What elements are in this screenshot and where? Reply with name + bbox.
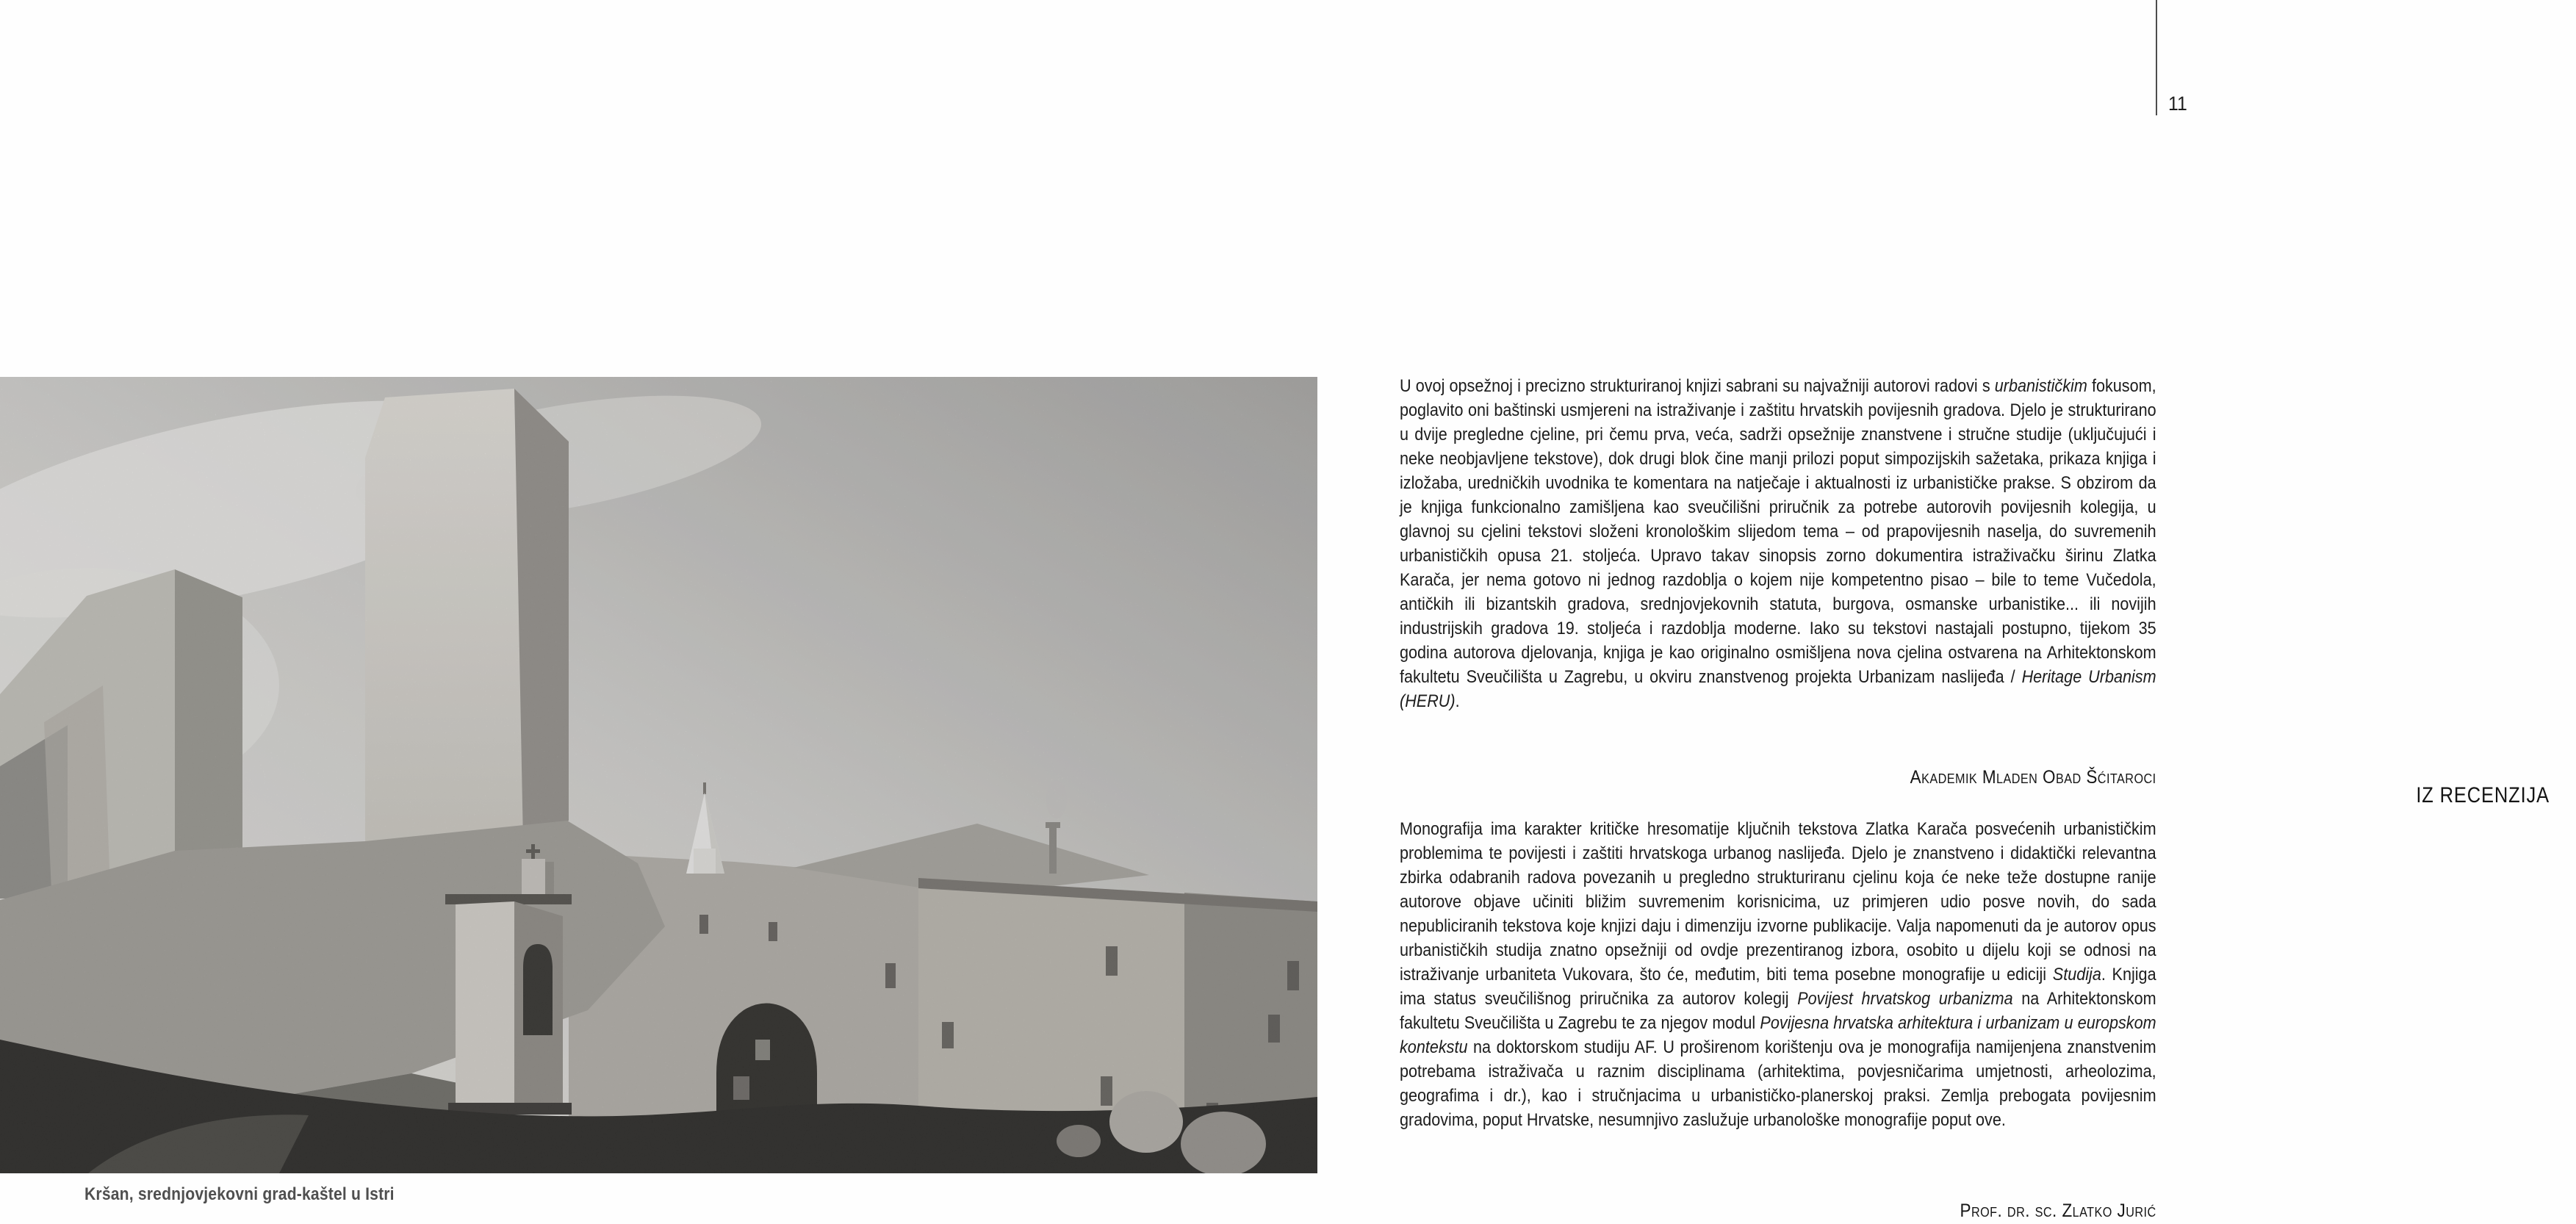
film-grain-light <box>0 377 1317 1173</box>
photo-caption: Kršan, srednjovjekovni grad-kaštel u Istri <box>84 1184 395 1204</box>
castle-photo-illustration <box>0 377 1317 1173</box>
review-paragraph-1: U ovoj opsežnoj i precizno strukturiranoj knjizi sabrani su najvažniji autorovi radovi s urbanističkim fokusom, poglavito oni baštinski usmjereni na istraživanje i zaštitu hrvatskih povijesnih gradova. Djelo je strukturirano u dvije pregledne cjeline, pri čemu prva, veća, sadrži opsežnije znanstvene i stručne studije (uključujući i neke neobjavljene tekstove), dok drugi blok čine manji prilozi poput simpozijskih sažetaka, prikaza knjiga i izložaba, uredničkih uvodnika te komentara na natječaje i aktualnosti iz urbanističke prakse. S obzirom da je knjiga funkcionalno zamišljena kao sveučilišni priručnik za potrebe autorovih povijesnih kolegija, u glavnoj su cjelini tekstovi složeni kronološkim slijedom tema – od prapovijesnih naselja, do suvremenih urbanističkih opusa 21. stoljeća. Upravo takav sinopsis zorno dokumentira istraživačku širinu Zlatka Karača, jer nema gotovo ni jednog razdoblja o kojem nije kompetentno pisao – bile to teme Vučedola, antičkih ili bizantskih gradova, srednjovjekovnih statuta, burgova, osmanske urbanistike... ili novijih industrijskih gradova 19. stoljeća i razdoblja moderne. Iako su tekstovi nastajali postupno, tijekom 35 godina autorova djelovanja, knjiga je kao originalno osmišljena nova cjelina ostvarena na Arhitektonskom fakultetu Sveučilišta u Zagrebu, u okviru znanstvenog projekta Urbanizam naslijeđa / Heritage Urbanism (HERU). <box>1400 376 2156 711</box>
review-author-1: Akademik Mladen Obad Šćitaroci <box>1910 767 2156 788</box>
castle-photo <box>0 377 1317 1173</box>
reviews-column <box>1400 0 2156 1224</box>
page-number: 11 <box>2168 93 2187 115</box>
review-author-2: Prof. dr. sc. Zlatko Jurić <box>1960 1200 2156 1221</box>
review-paragraph-2: Monografija ima karakter kritičke hresomatije ključnih tekstova Zlatka Karača posvećenih urbanističkim problemima te povijesti i zaštiti hrvatskoga urbanog naslijeđa. Djelo je znanstveno i didaktički relevantna zbirka odabranih radova povezanih u pregledno strukturiranu cjelinu koja će neke teže dostupne ranije autorove objave učiniti bližim suvremenim korisnicima, uz primjeren udio posve novih, do sada nepubliciranih tekstova koje knjizi daju i dimenziju izvorne publikacije. Valja napomenuti da je autorov opus urbanističkih studija znatno opsežniji od ovdje prezentiranog izbora, osobito u dijelu koji se odnosi na istraživanje urbaniteta Vukovara, što će, međutim, biti tema posebne monografije u ediciji Studija. Knjiga ima status sveučilišnog priručnika za autorov kolegij Povijest hrvatskog urbanizma na Arhitektonskom fakultetu Sveučilišta u Zagrebu te za njegov modul Povijesna hrvatska arhitektura i urbanizam u europskom kontekstu na doktorskom studiju AF. U proširenom korištenju ova je monografija namijenjena znanstvenim potrebama istraživača u raznim disciplinama (arhitektima, povjesničarima umjetnosti, arheolozima, geografima i dr.), kao i stručnjacima u urbanističko-planerskoj praksi. Zemlja prebogata povijesnim gradovima, poput Hrvatske, nesumnjivo zaslužuje urbanološke monografije poput ove. <box>1400 819 2156 1130</box>
section-label-iz-recenzija: IZ RECENZIJA <box>2416 783 2550 807</box>
